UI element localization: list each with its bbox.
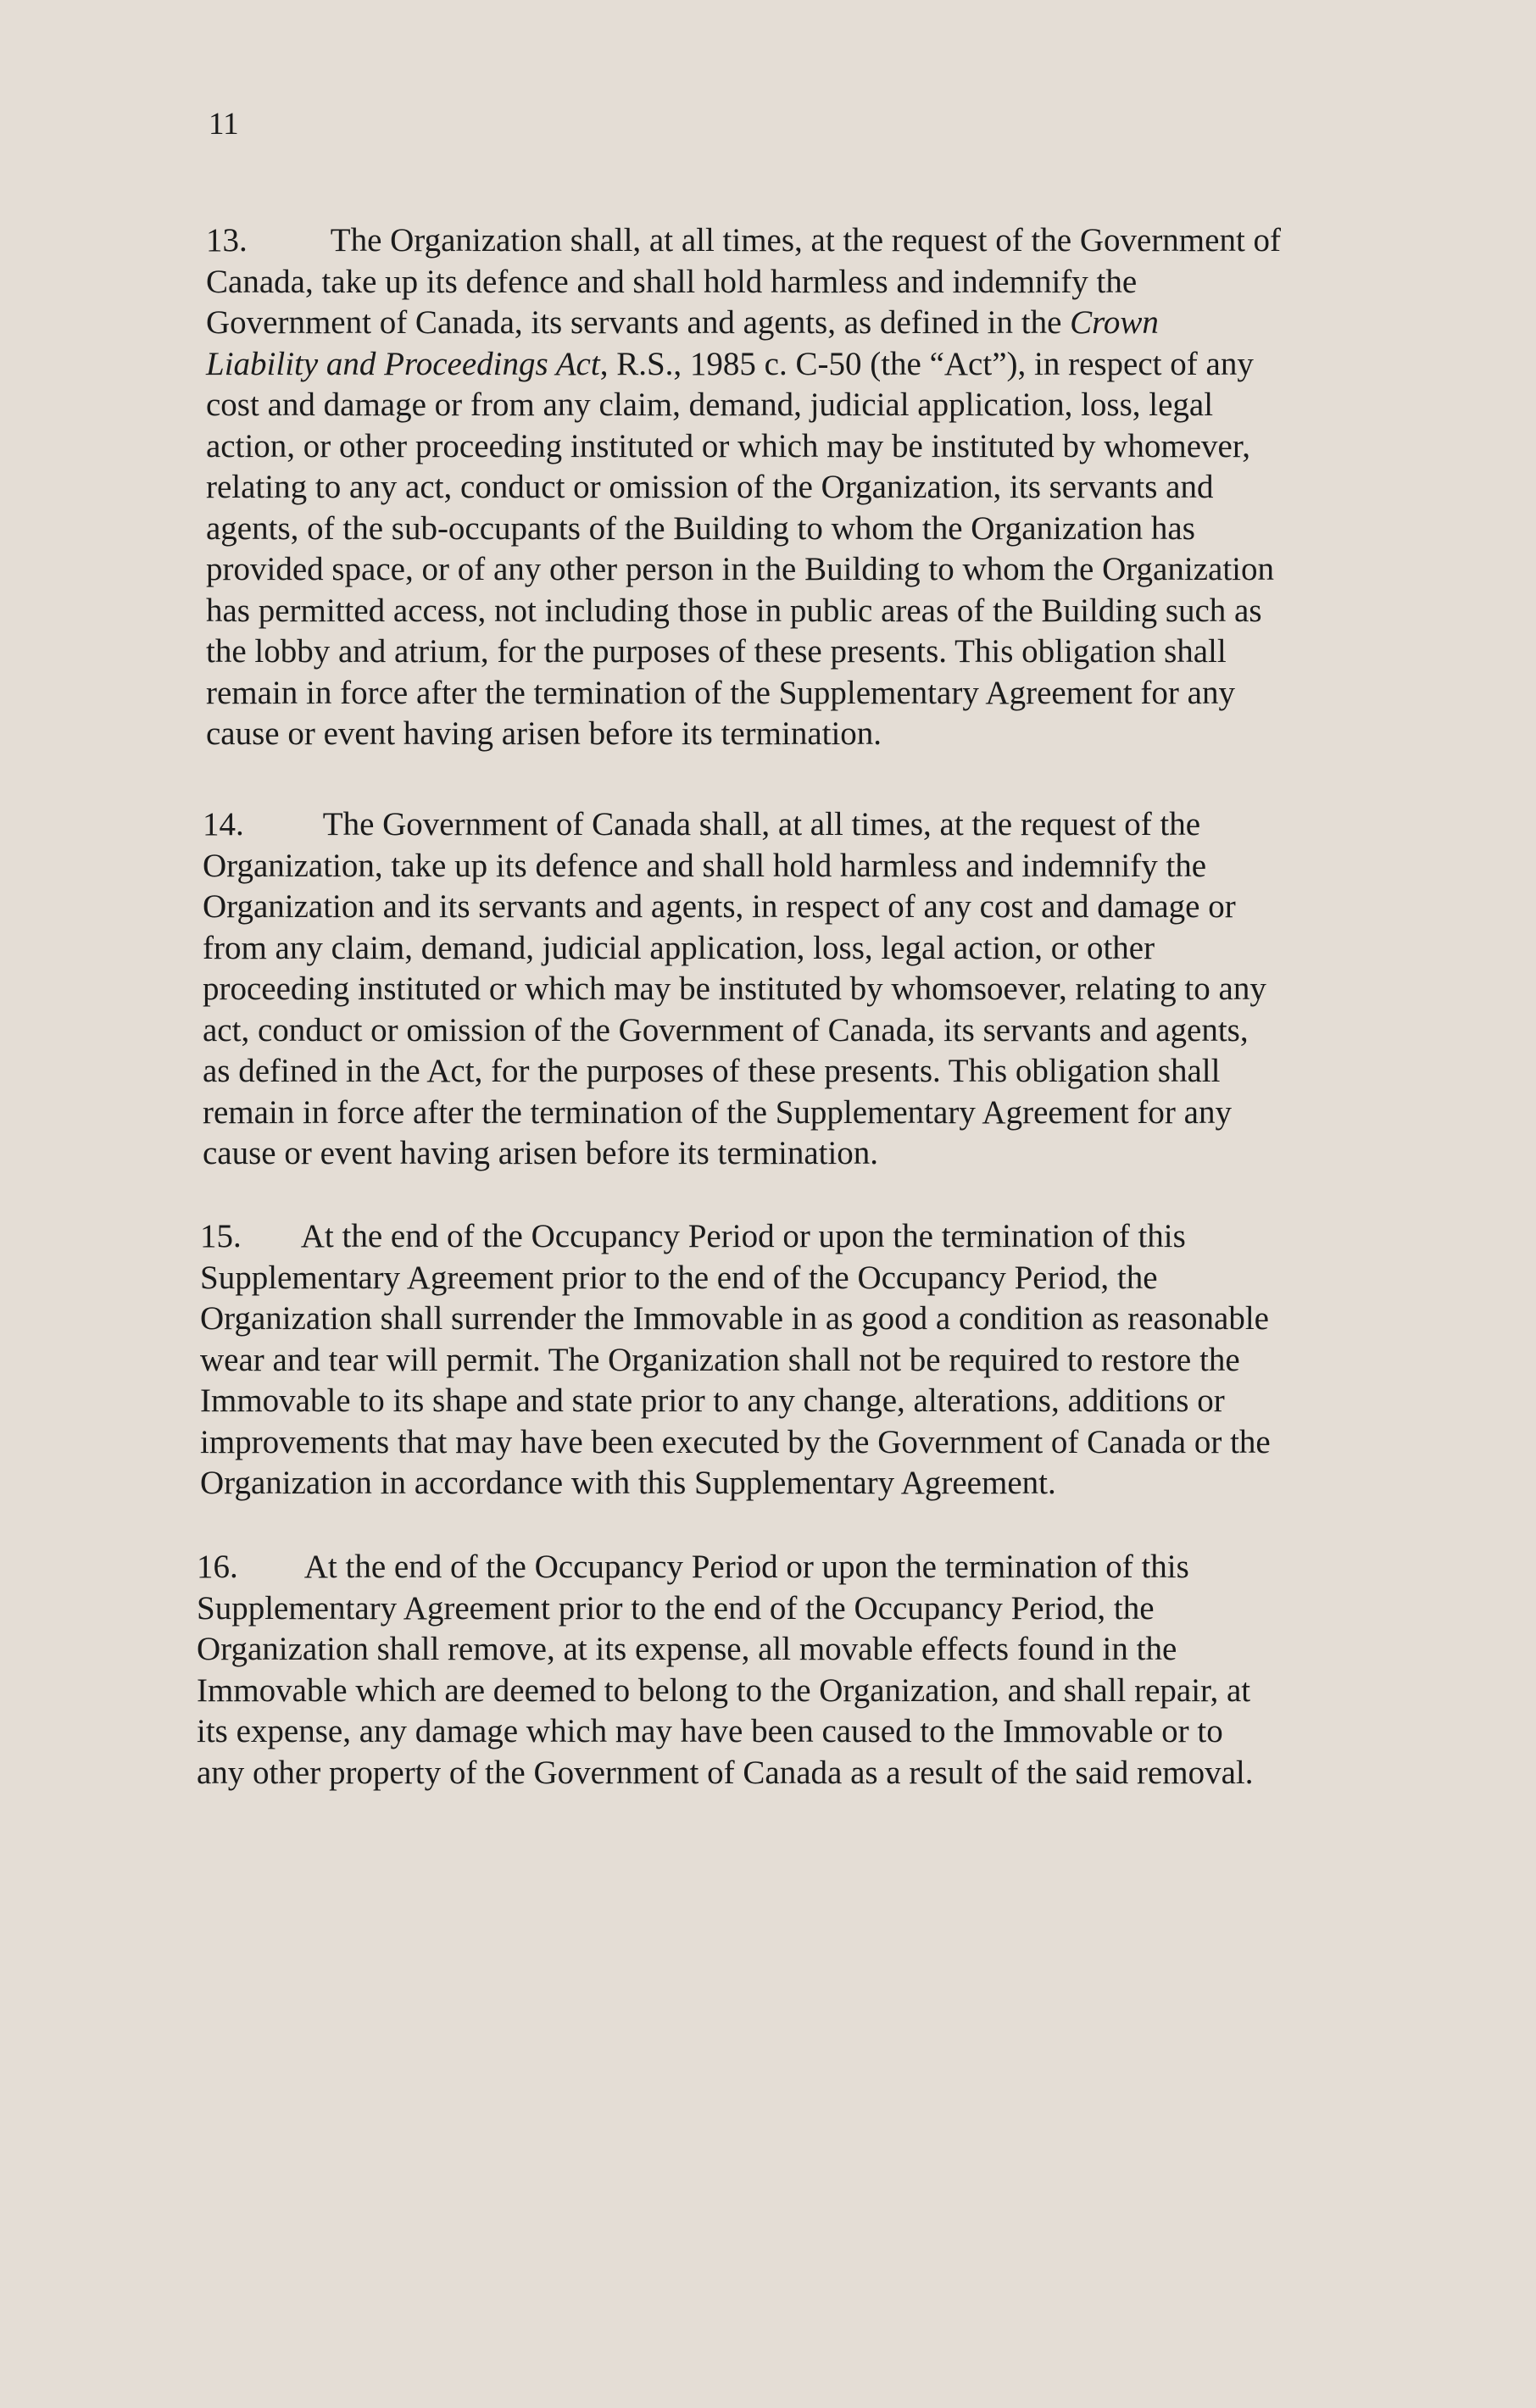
clause-16 — [197, 1547, 1383, 1793]
clause-line: wear and tear will permit. The Organization shall not be required to restore the — [200, 1341, 1240, 1378]
clause-line: relating to any act, conduct or omission of the Organization, its servants and — [206, 469, 1214, 505]
clause-line: provided space, or of any other person in the Building to whom the Organization — [206, 551, 1274, 587]
clause-number: 16. — [197, 1549, 238, 1585]
clause-line: Supplementary Agreement prior to the end of the Occupancy Period, the — [197, 1589, 1155, 1627]
clause-line: remain in force after the termination of the Supplementary Agreement for any — [206, 674, 1235, 711]
clause-line: Organization in accordance with this Supplementary Agreement. — [200, 1465, 1056, 1501]
clause-line: has permitted access, not including those in public areas of the Building such as — [206, 592, 1262, 629]
clause-line: cost and damage or from any claim, demand, judicial application, loss, legal — [206, 387, 1214, 423]
clause-line: Immovable to its shape and state prior to any change, alterations, additions or — [200, 1382, 1225, 1419]
clause-line: cause or event having arisen before its termination. — [206, 715, 882, 752]
clause-15 — [200, 1216, 1387, 1504]
clause-line: Immovable which are deemed to belong to the Organization, and shall repair, at — [197, 1671, 1251, 1709]
clause-line: 15. At the end of the Occupancy Period or upon the termination of this — [200, 1216, 1387, 1258]
clause-number: 14. — [203, 806, 244, 843]
clause-line: Organization shall remove, at its expense, all movable effects found in the — [197, 1631, 1177, 1667]
clause-line: cause or event having arisen before its termination. — [203, 1135, 879, 1171]
clause-14 — [203, 804, 1389, 1175]
clause-line: action, or other proceeding instituted or which may be instituted by whomever, — [206, 427, 1251, 464]
clause-line: Liability and Proceedings Act, R.S., 1985 c. C-50 (the “Act”), in respect of any — [206, 345, 1254, 382]
clause-line: agents, of the sub-occupants of the Building to whom the Organization has — [206, 509, 1195, 547]
clause-line: any other property of the Government of Canada as a result of the said removal. — [197, 1754, 1254, 1791]
clause-number: 15. — [200, 1218, 242, 1254]
clause-line: remain in force after the termination of the Supplementary Agreement for any — [203, 1093, 1232, 1131]
clause-line: proceeding instituted or which may be instituted by whomsoever, relating to any — [203, 970, 1266, 1007]
clause-line: from any claim, demand, judicial application, loss, legal action, or other — [203, 929, 1155, 966]
clause-line: Government of Canada, its servants and agents, as defined in the Crown — [206, 304, 1159, 341]
clause-line: Canada, take up its defence and shall hold harmless and indemnify the — [206, 263, 1138, 300]
clause-line: improvements that may have been executed by the Government of Canada or the — [200, 1423, 1271, 1460]
clause-line: Organization and its servants and agents, in respect of any cost and damage or — [203, 888, 1236, 925]
clause-line: act, conduct or omission of the Government of Canada, its servants and agents, — [203, 1011, 1249, 1048]
page-number: 11 — [209, 107, 239, 142]
clause-line: Supplementary Agreement prior to the end of the Occupancy Period, the — [200, 1259, 1158, 1296]
clause-line: 14. The Government of Canada shall, at all times, at the request of the — [203, 804, 1389, 846]
clause-line: 16. At the end of the Occupancy Period or upon the termination of this — [197, 1547, 1383, 1588]
clause-number: 13. — [206, 222, 248, 259]
clause-line: Organization, take up its defence and shall hold harmless and indemnify the — [203, 847, 1207, 884]
clause-line: Organization shall surrender the Immovable in as good a condition as reasonable — [200, 1300, 1269, 1337]
clause-line: the lobby and atrium, for the purposes of these presents. This obligation shall — [206, 633, 1227, 670]
clause-13 — [206, 220, 1393, 755]
clause-line: as defined in the Act, for the purposes of these presents. This obligation shall — [203, 1053, 1221, 1089]
clause-line: 13. The Organization shall, at all times, at the request of the Government of — [206, 220, 1393, 262]
clause-line: its expense, any damage which may have been caused to the Immovable or to — [197, 1713, 1223, 1749]
